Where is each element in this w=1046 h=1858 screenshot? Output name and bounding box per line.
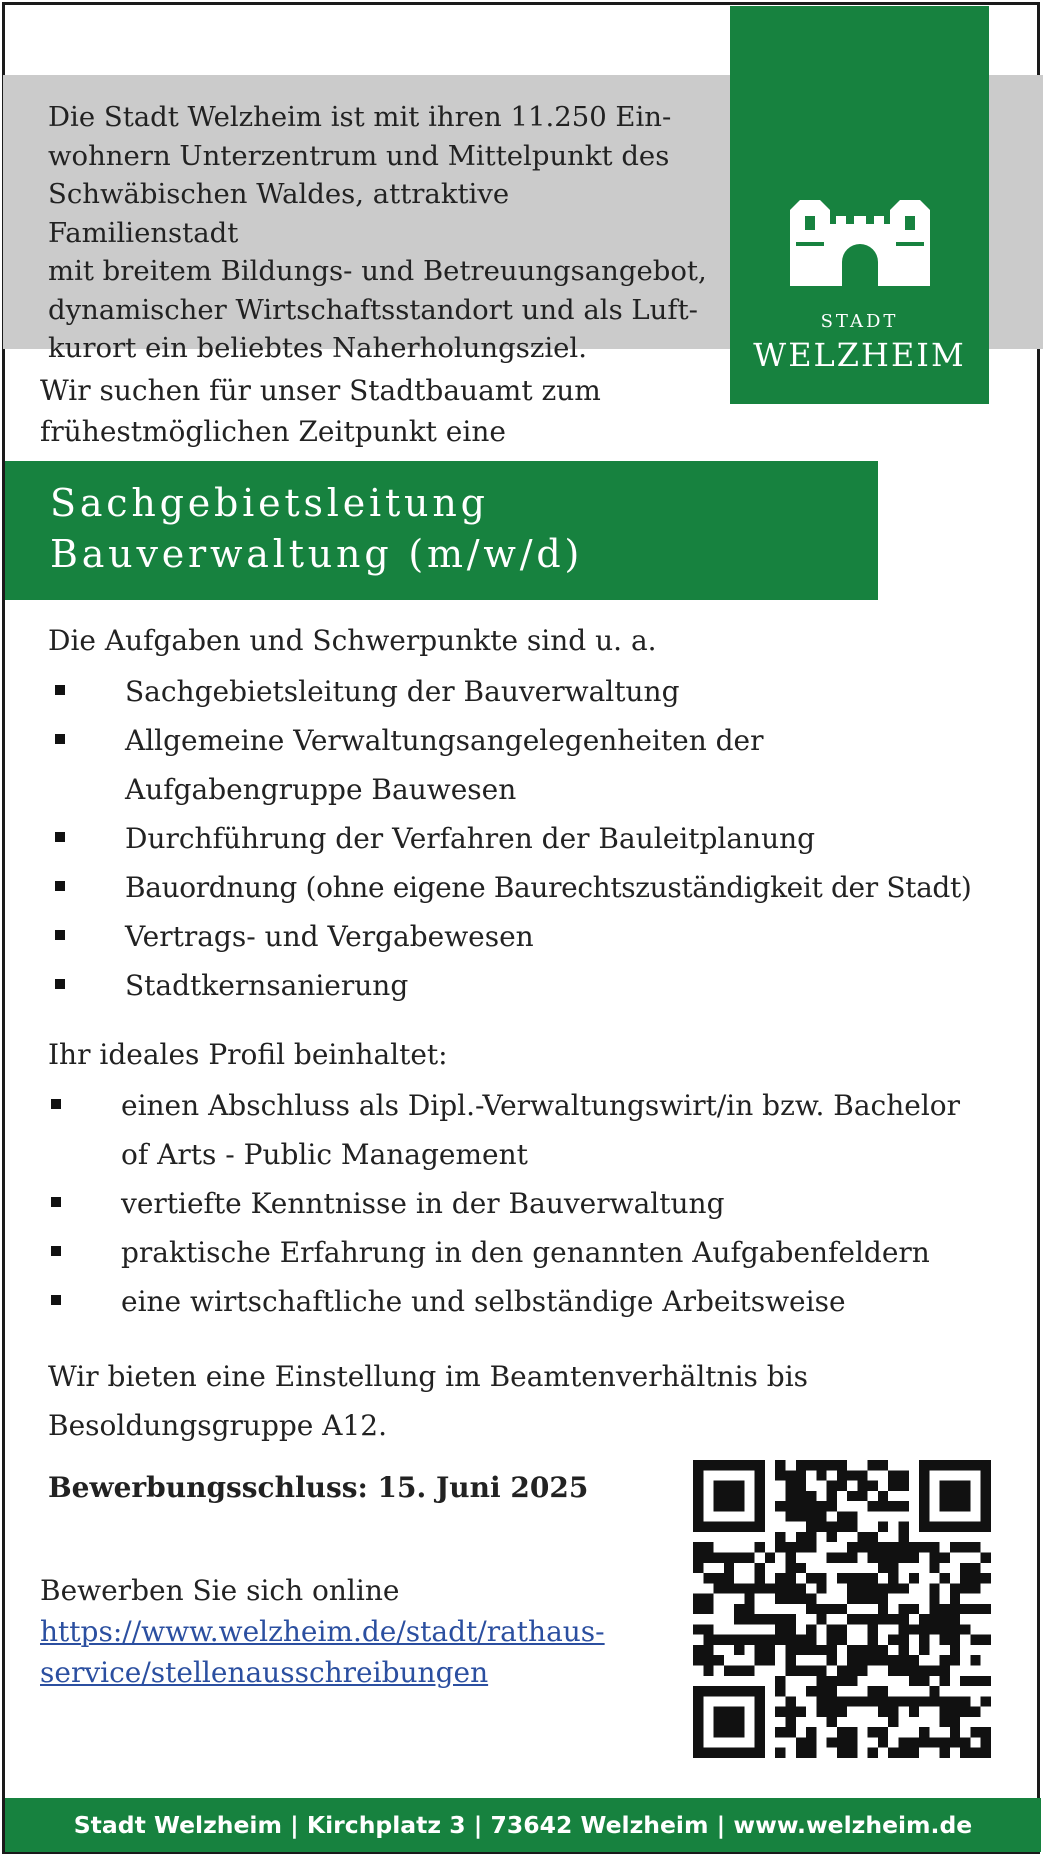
list-item: vertiefte Kenntnisse in der Bauverwaltung [48,1179,1028,1228]
list-item: Sachgebietsleitung der Bauverwaltung [48,667,1028,716]
offer-line: Wir bieten eine Einstellung im Beamtenverhältnis bis [48,1360,809,1393]
job-title-line: Bauverwaltung (m/w/d) [50,532,584,576]
search-text [40,370,601,452]
intro-line: Die Stadt Welzheim ist mit ihren 11.250 Ein- [48,101,672,133]
bullet-icon [55,930,65,940]
intro-line: kurort ein beliebtes Naherholungsziel. [48,332,587,364]
city-logo [730,6,989,404]
list-item: Bauordnung (ohne eigene Baurechtszuständigkeit der Stadt) [48,863,1028,912]
intro-line: dynamischer Wirtschaftsstandort und als Luft- [48,293,698,326]
qr-code[interactable] [693,1460,991,1758]
logo-welzheim: WELZHEIM [753,336,966,374]
list-item: Durchführung der Verfahren der Bauleitplanung [48,814,1028,863]
intro-line: wohnern Unterzentrum und Mittelpunkt des [48,139,670,172]
profile-list [48,1081,1028,1326]
tasks-heading: Die Aufgaben und Schwerpunkte sind u. a. [48,624,657,657]
list-item: eine wirtschaftliche und selbständige Arbeitsweise [48,1277,1028,1326]
intro-line: mit breitem Bildungs- und Betreuungsangebot, [48,255,707,287]
logo-stadt: STADT [820,311,899,332]
search-line: frühestmöglichen Zeitpunkt eine [40,415,506,448]
list-item: Allgemeine Verwaltungsangelegenheiten der [48,716,1028,765]
bullet-icon [51,1099,61,1109]
bullet-icon [55,685,65,695]
list-item: einen Abschluss als Dipl.-Verwaltungswirt/in bzw. Bachelor [48,1081,1028,1130]
bullet-icon [55,734,65,744]
list-item-continuation: of Arts - Public Management [121,1138,528,1171]
bullet-icon [55,832,65,842]
profile-heading: Ihr ideales Profil beinhaltet: [48,1038,448,1071]
job-title-banner [5,461,878,600]
intro-text [48,98,708,368]
search-line: Wir suchen für unser Stadtbauamt zum [40,374,601,407]
intro-line: Schwäbischen Waldes, attraktive Familienstadt [48,178,510,249]
tasks-list [48,667,1028,1010]
bullet-icon [51,1197,61,1207]
apply-block [40,1570,605,1693]
list-item: Stadtkernsanierung [48,961,1028,1010]
footer-bar: Stadt Welzheim | Kirchplatz 3 | 73642 Welzheim | www.welzheim.de [5,1798,1041,1852]
job-title-line: Sachgebietsleitung [50,481,489,525]
application-link[interactable]: https://www.welzheim.de/stadt/rathaus- service/stellenausschreibungen [40,1615,605,1689]
job-title [50,478,583,580]
bullet-icon [51,1295,61,1305]
deadline: Bewerbungsschluss: 15. Juni 2025 [48,1471,589,1504]
bullet-icon [55,979,65,989]
bullet-icon [55,881,65,891]
offer-line: Besoldungsgruppe A12. [48,1409,388,1442]
list-item-continuation: Aufgabengruppe Bauwesen [125,773,517,806]
list-item: Vertrags- und Vergabewesen [48,912,1028,961]
list-item: praktische Erfahrung in den genannten Aufgabenfeldern [48,1228,1028,1277]
bullet-icon [51,1246,61,1256]
apply-label: Bewerben Sie sich online [40,1574,400,1607]
offer-text [48,1352,808,1450]
castle-gate-icon [790,196,930,288]
